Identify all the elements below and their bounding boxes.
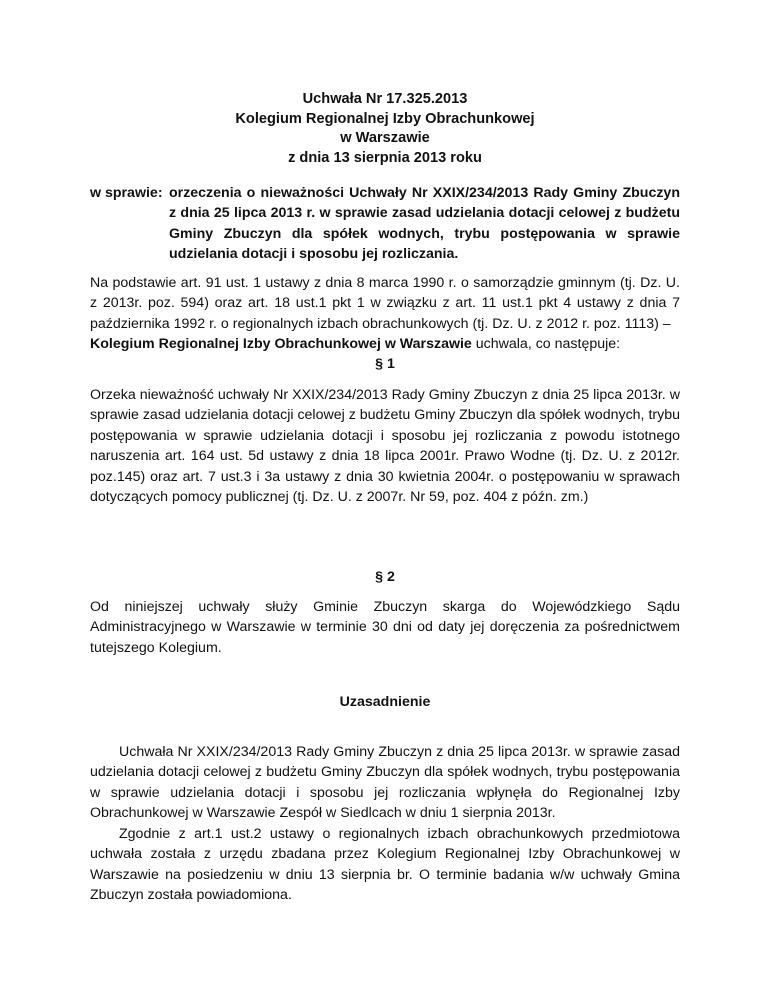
title-line-date: z dnia 13 sierpnia 2013 roku xyxy=(288,149,482,166)
legal-basis-text: Na podstawie art. 91 ust. 1 ustawy z dnia 8 marca 1990 r. o samorządzie gminnym (tj. Dz. U. z 2013r. poz. 594) oraz art. 18 ust.1 pkt 1 w związku z art. 11 ust.1 pkt 4 ustawy z dnia 7 października 1992 r. o regionalnych izbach obrachunkowych (tj. Dz. U. z 2012 r. poz. 1113) – xyxy=(90,275,680,332)
section-2-text: Od niniejszej uchwały służy Gminie Zbuczyn skarga do Wojewódzkiego Sądu Administracyjnego w Warszawie w terminie 30 dni od daty jej doręczenia za pośrednictwem tutejszego Kolegium. xyxy=(90,599,680,656)
subject-text: orzeczenia o nieważności Uchwały Nr XXIX/234/2013 Rady Gminy Zbuczyn z dnia 25 lipca 2013 r. w sprawie zasad udzielania dotacji celowej z budżetu Gminy Zbuczyn dla spółek wodnych, trybu postępowania w sprawie udzielania dotacji i sposobu jej rozliczania. xyxy=(169,185,680,263)
legal-basis-authority: Kolegium Regionalnej Izby Obrachunkowej w Warszawie xyxy=(90,336,472,353)
legal-basis xyxy=(90,273,680,355)
justification-heading: Uzasadnienie xyxy=(339,694,431,710)
justification-paragraph-2: Zgodnie z art.1 ust.2 ustawy o regionalnych izbach obrachunkowych przedmiotowa uchwała została z urzędu zbadana przez Kolegium Regionalnej Izby Obrachunkowej w Warszawie na posiedzeniu w dniu 13 sierpnia br. O terminie badania w/w uchwały Gmina Zbuczyn została powiadomiona. xyxy=(90,826,680,904)
title-line-number: Uchwała Nr 17.325.2013 xyxy=(302,91,468,107)
legal-basis-closing: uchwala, co następuje: xyxy=(471,336,621,353)
section-2-mark: § 2 xyxy=(375,569,395,585)
title-line-body: Kolegium Regionalnej Izby Obrachunkowej xyxy=(235,110,535,127)
section-1-mark: § 1 xyxy=(375,356,395,372)
subject-label: w sprawie: xyxy=(90,185,163,201)
justification-paragraph-1: Uchwała Nr XXIX/234/2013 Rady Gminy Zbuczyn z dnia 25 lipca 2013r. w sprawie zasad udzielania dotacji celowej z budżetu Gminy Zbuczyn dla spółek wodnych, trybu postępowania w sprawie udzielania dotacji i sposobu jej rozliczania wpłynęła do Regionalnej Izby Obrachunkowej w Warszawie Zespół w Siedlcach w dniu 1 sierpnia 2013r. xyxy=(90,744,680,822)
resolution-title xyxy=(90,90,680,168)
title-line-city: w Warszawie xyxy=(340,130,430,147)
section-1-text: Orzeka nieważność uchwały Nr XXIX/234/2013 Rady Gminy Zbuczyn z dnia 25 lipca 2013r. w sprawie zasad udzielania dotacji celowej z budżetu Gminy Zbuczyn dla spółek wodnych, trybu postępowania w sprawie udzielania dotacji i sposobu jej rozliczania z powodu istotnego naruszenia art. 164 ust. 5d ustawy z dnia 18 lipca 2001r. Prawo Wodne (tj. Dz. U. z 2012r. poz.145) oraz art. 7 ust.3 i 3a ustawy z dnia 30 kwietnia 2004r. o postępowaniu w sprawach dotyczących pomocy publicznej (tj. Dz. U. z 2007r. Nr 59, poz. 404 z późn. zm.) xyxy=(90,387,680,506)
